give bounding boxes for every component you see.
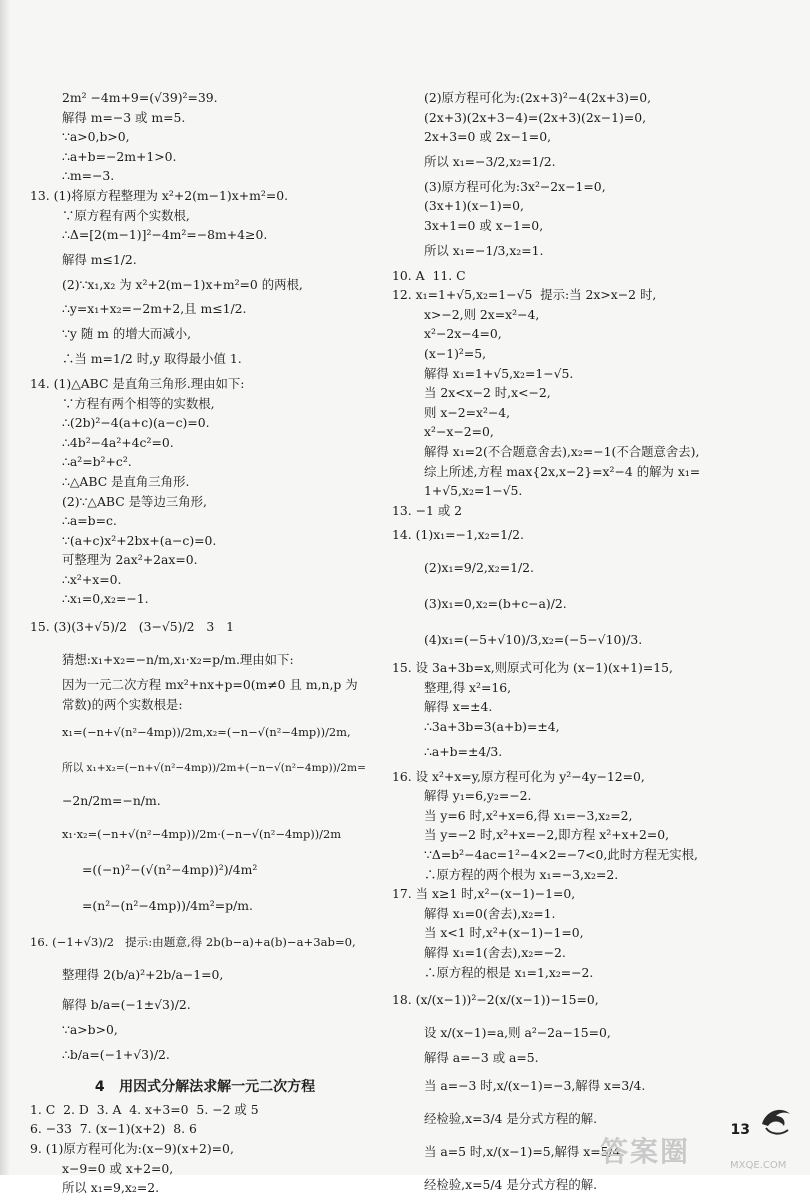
text-line: 所以 x₁=−1/3,x₂=1.: [424, 242, 544, 258]
text-line: (3)x₁=0,x₂=(b+c−a)/2.: [424, 596, 567, 612]
text-line: 解得 x₁=0(舍去),x₂=1.: [424, 905, 556, 921]
text-line: 14. (1)△ABC 是直角三角形.理由如下:: [30, 375, 245, 391]
text-line: 解得 m=−3 或 m=5.: [62, 109, 186, 125]
text-line: ∵Δ=b²−4ac=1²−4×2=−7<0,此时方程无实根,: [424, 847, 698, 863]
watermark-url: MXQE.COM: [730, 1160, 787, 1171]
text-line: ∴y=x₁+x₂=−2m+2,且 m≤1/2.: [62, 301, 247, 317]
text-line: 3x+1=0 或 x−1=0,: [424, 217, 544, 233]
text-line: (2)∵x₁,x₂ 为 x²+2(m−1)x+m²=0 的两根,: [62, 276, 303, 292]
text-line: (2)原方程可化为:(2x+3)²−4(2x+3)=0,: [424, 90, 652, 105]
text-line: 解得 x₁=2(不合题意舍去),x₂=−1(不合题意舍去),: [424, 443, 700, 459]
text-line: ∴△ABC 是直角三角形.: [62, 473, 190, 489]
text-line: 经检验,x=3/4 是分式方程的解.: [424, 1110, 598, 1126]
text-line: 6. −33 7. (x−1)(x+2) 8. 6: [30, 1121, 197, 1137]
text-line: x>−2,则 2x=x²−4,: [424, 306, 540, 322]
text-line: ∴(2b)²−4(a+c)(a−c)=0.: [62, 415, 210, 431]
text-line: −2n/2m=−n/m.: [62, 793, 161, 809]
text-line: ∵(a+c)x²+2bx+(a−c)=0.: [62, 532, 217, 548]
text-line: ∴x₁=0,x₂=−1.: [62, 591, 149, 607]
text-line: ∴a+b=±4/3.: [424, 743, 503, 759]
text-line: 1. C 2. D 3. A 4. x+3=0 5. −2 或 5: [30, 1101, 259, 1117]
text-line: 1+√5,x₂=1−√5.: [424, 483, 523, 499]
text-line: 14. (1)x₁=−1,x₂=1/2.: [392, 527, 524, 543]
text-line: x−9=0 或 x+2=0,: [62, 1160, 174, 1176]
text-line: 当 x<1 时,x²+(x−1)−1=0,: [424, 925, 584, 941]
text-line: (3)原方程可化为:3x²−2x−1=0,: [424, 178, 606, 194]
text-line: ∴Δ=[2(m−1)]²−4m²=−8m+4≥0.: [62, 227, 268, 243]
page-number: 13: [730, 1122, 750, 1138]
section-title: 4 用因式分解法求解一元二次方程: [94, 1078, 316, 1095]
text-line: 13. −1 或 2: [392, 502, 463, 518]
text-line: 可整理为 2ax²+2ax=0.: [62, 552, 198, 568]
text-line: ∵a>b>0,: [62, 1022, 118, 1038]
text-line: 16. (−1+√3)/2 提示:由题意,得 2b(b−a)+a(b)−a+3ab=0,: [30, 935, 356, 950]
text-line: x²−2x−4=0,: [424, 326, 502, 342]
text-line: 当 y=6 时,x²+x=6,得 x₁=−3,x₂=2,: [424, 807, 633, 823]
text-line: ∴原方程的两个根为 x₁=−3,x₂=2.: [424, 866, 619, 882]
text-line: (2x+3)(2x+3−4)=(2x+3)(2x−1)=0,: [424, 109, 647, 125]
text-line: 所以 x₁=9,x₂=2.: [62, 1180, 160, 1196]
text-line: 整理得 2(b/a)²+2b/a−1=0,: [62, 967, 224, 983]
text-line: (4)x₁=(−5+√10)/3,x₂=(−5−√10)/3.: [424, 632, 643, 648]
text-line: ∴3a+3b=3(a+b)=±4,: [424, 719, 560, 735]
right-column: [392, 88, 782, 1200]
watermark-logo: 答案圈: [600, 1135, 691, 1168]
text-line: 18. (x/(x−1))²−2(x/(x−1))−15=0,: [392, 992, 599, 1008]
text-line: 9. (1)原方程可化为:(x−9)(x+2)=0,: [30, 1141, 234, 1157]
text-line: (2)∵△ABC 是等边三角形,: [62, 493, 207, 509]
text-line: 所以 x₁=−3/2,x₂=1/2.: [424, 153, 556, 169]
text-line: 15. (3)(3+√5)/2 (3−√5)/2 3 1: [30, 619, 234, 635]
text-line: 16. 设 x²+x=y,原方程可化为 y²−4y−12=0,: [392, 768, 645, 784]
text-line: ∴b/a=(−1+√3)/2.: [62, 1046, 170, 1062]
text-line: 2m² −4m+9=(√39)²=39.: [62, 90, 218, 105]
text-line: 解得 y₁=6,y₂=−2.: [424, 788, 532, 804]
text-line: 解得 m≤1/2.: [62, 251, 137, 267]
text-line: 解得 x=±4.: [424, 699, 493, 715]
book-spine-shadow: [0, 0, 10, 1175]
text-line: ∴当 m=1/2 时,y 取得最小值 1.: [62, 350, 242, 366]
left-column: [30, 88, 380, 1198]
text-line: ∴a=b=c.: [62, 513, 117, 529]
text-line: x²−x−2=0,: [424, 424, 494, 440]
text-line: 常数)的两个实数根是:: [62, 696, 183, 712]
text-line: ∵a>0,b>0,: [62, 129, 130, 145]
text-line: (x−1)²=5,: [424, 345, 487, 361]
text-line: =((−n)²−(√(n²−4mp))²)/4m²: [82, 862, 258, 878]
text-line: 10. A 11. C: [392, 267, 466, 283]
text-line: 解得 x₁=1+√5,x₂=1−√5.: [424, 365, 574, 381]
text-line: 当 a=−3 时,x/(x−1)=−3,解得 x=3/4.: [424, 1077, 646, 1093]
text-line: (2)x₁=9/2,x₂=1/2.: [424, 560, 534, 576]
text-line: 12. x₁=1+√5,x₂=1−√5 提示:当 2x>x−2 时,: [392, 287, 657, 303]
text-line: 当 a=5 时,x/(x−1)=5,解得 x=5/4.: [424, 1143, 625, 1159]
text-line: 解得 a=−3 或 a=5.: [424, 1050, 539, 1066]
text-line: ∵原方程有两个实数根,: [62, 207, 190, 223]
text-line: ∴x²+x=0.: [62, 571, 122, 587]
text-line: ∴原方程的根是 x₁=1,x₂=−2.: [424, 964, 594, 980]
text-line: (3x+1)(x−1)=0,: [424, 198, 524, 214]
text-line: 经检验,x=5/4 是分式方程的解.: [424, 1176, 598, 1192]
text-line: 2x+3=0 或 2x−1=0,: [424, 129, 552, 145]
text-line: 解得 x₁=1(舍去),x₂=−2.: [424, 945, 566, 960]
text-line: ∴4b²−4a²+4c²=0.: [62, 434, 174, 450]
text-line: ∵方程有两个相等的实数根,: [62, 395, 215, 411]
text-line: 因为一元二次方程 mx²+nx+p=0(m≠0 且 m,n,p 为: [62, 677, 358, 693]
text-line: 13. (1)将原方程整理为 x²+2(m−1)x+m²=0.: [30, 187, 289, 203]
text-line: 当 2x<x−2 时,x<−2,: [424, 385, 551, 401]
text-line: 当 y=−2 时,x²+x=−2,即方程 x²+x+2=0,: [424, 827, 670, 843]
text-line: 猜想:x₁+x₂=−n/m,x₁·x₂=p/m.理由如下:: [62, 652, 294, 668]
text-line: ∴a²=b²+c².: [62, 454, 132, 470]
text-line: 解得 b/a=(−1±√3)/2.: [62, 997, 191, 1013]
text-line: 15. 设 3a+3b=x,则原式可化为 (x−1)(x+1)=15,: [392, 660, 673, 676]
text-line: x₁=(−n+√(n²−4mp))/2m,x₂=(−n−√(n²−4mp))/2m,: [62, 725, 351, 740]
text-line: 综上所述,方程 max{2x,x−2}=x²−4 的解为 x₁=: [424, 463, 701, 479]
text-line: 整理,得 x²=16,: [424, 679, 512, 695]
text-line: x₁·x₂=(−n+√(n²−4mp))/2m·(−n−√(n²−4mp))/2m: [62, 827, 342, 842]
text-line: =(n²−(n²−4mp))/4m²=p/m.: [82, 898, 253, 914]
text-line: 设 x/(x−1)=a,则 a²−2a−15=0,: [424, 1025, 611, 1041]
text-line: 所以 x₁+x₂=(−n+√(n²−4mp))/2m+(−n−√(n²−4mp))/2m=: [62, 762, 366, 775]
text-line: ∴a+b=−2m+1>0.: [62, 148, 177, 164]
text-line: ∴m=−3.: [62, 168, 115, 184]
text-line: ∵y 随 m 的增大而减小,: [62, 326, 192, 342]
text-line: 17. 当 x≥1 时,x²−(x−1)−1=0,: [392, 886, 576, 902]
text-line: 则 x−2=x²−4,: [424, 404, 511, 420]
